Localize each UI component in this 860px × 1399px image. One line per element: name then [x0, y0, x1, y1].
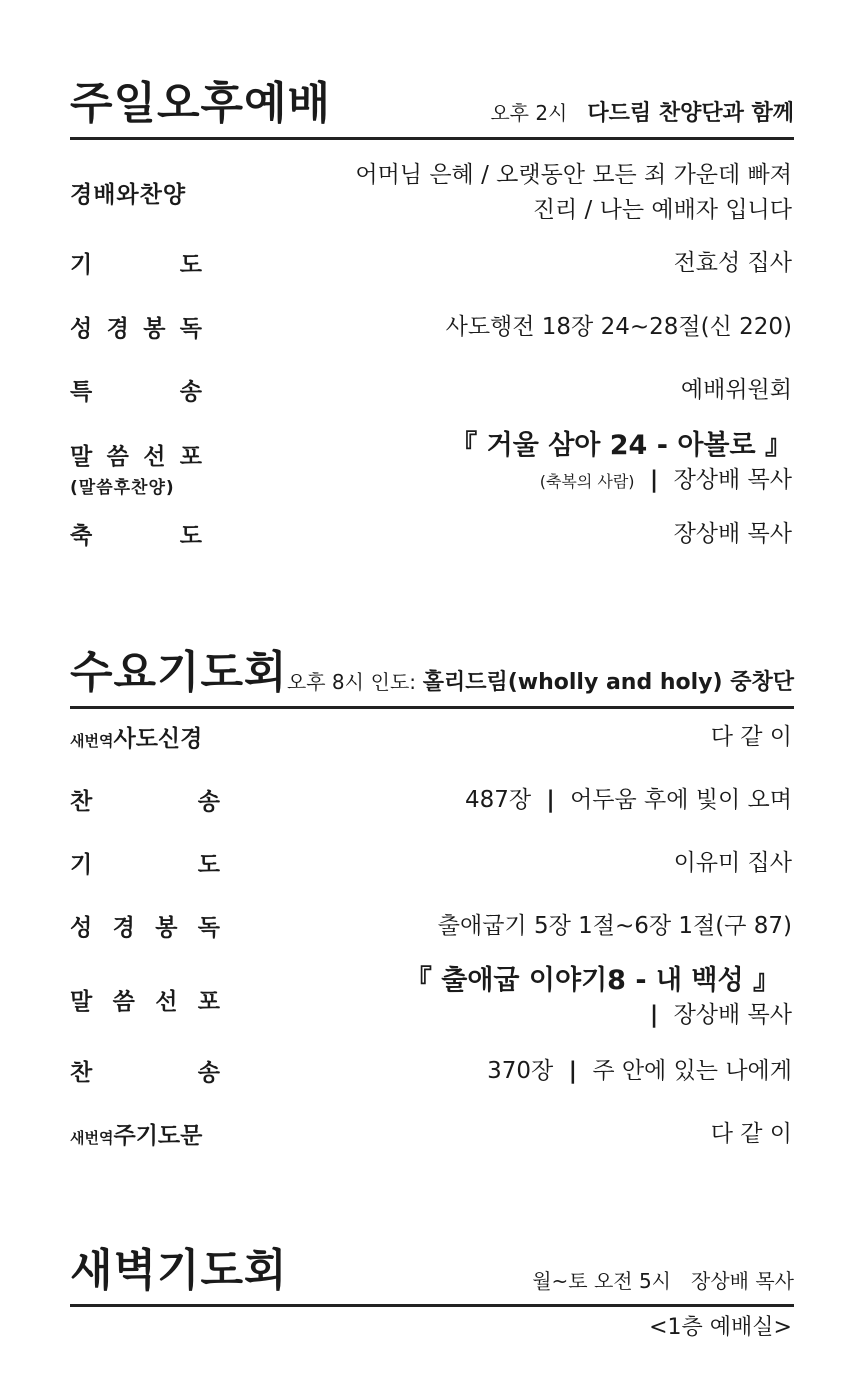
wednesday-sermon-value: [405, 963, 792, 1033]
label-char: 송: [197, 1060, 220, 1086]
dawn-section-subtitle: [532, 1265, 794, 1294]
label-char: 선: [143, 444, 166, 470]
sunday-special-value: 예배위원회: [680, 377, 792, 403]
divider-bar: |: [649, 467, 659, 493]
sunday-choir: 다드림 찬양단과 함께: [587, 101, 794, 126]
sunday-prayer-label: [70, 246, 202, 279]
wednesday-hymn1-number: 487장: [464, 787, 532, 813]
wednesday-creed-title: 사도신경: [113, 726, 203, 752]
wednesday-sermon-preacher: 장상배 목사: [673, 1002, 792, 1028]
wednesday-lords-prayer-label: [70, 1117, 202, 1150]
dawn-location-row: [70, 1310, 792, 1346]
sunday-blessing-label: [70, 517, 202, 550]
wednesday-creed-row: [70, 720, 792, 756]
label-char: 경: [112, 915, 135, 941]
wednesday-section-header: [70, 648, 794, 709]
wednesday-reading-label: [70, 909, 220, 942]
sunday-blessing-row: [70, 517, 792, 553]
wednesday-hymn2-number: 370장: [487, 1058, 554, 1084]
label-char: 성: [70, 316, 93, 342]
label-char: 특: [70, 379, 93, 405]
divider-bar: |: [546, 787, 555, 813]
wednesday-sermon-label: [70, 983, 220, 1016]
label-char: 씀: [112, 989, 135, 1015]
wednesday-prayer-label: [70, 846, 220, 879]
wednesday-sermon-row: [70, 963, 792, 1035]
label-char: 송: [197, 789, 220, 815]
sunday-prayer-row: [70, 246, 792, 282]
sunday-sermon-row: [70, 428, 792, 498]
wednesday-hymn2-row: [70, 1054, 792, 1090]
label-char: 독: [197, 915, 220, 941]
sunday-prayer-value: 전효성 집사: [673, 250, 792, 276]
label-char: 말: [70, 989, 93, 1015]
wednesday-hymn2-title: 주 안에 있는 나에게: [592, 1058, 792, 1084]
sunday-section-header: [70, 80, 794, 140]
wednesday-section-subtitle: [287, 665, 794, 696]
label-char: 독: [179, 316, 202, 342]
divider-bar: |: [568, 1058, 577, 1084]
label-char: 선: [155, 989, 178, 1015]
sunday-sermon-preacher: 장상배 목사: [673, 467, 792, 493]
sunday-sermon-value: [450, 428, 792, 499]
label-char: 씀: [106, 444, 129, 470]
sunday-worship-row: [70, 158, 792, 230]
dawn-schedule: 월~토 오전 5시: [532, 1269, 671, 1293]
wednesday-prayer-value: 이유미 집사: [673, 850, 792, 876]
label-char: 포: [179, 444, 202, 470]
label-char: 도: [197, 852, 220, 878]
wednesday-reading-value: 출애굽기 5장 1절~6장 1절(구 87): [437, 913, 792, 939]
wednesday-lords-prayer-title: 주기도문: [113, 1123, 203, 1149]
wednesday-choir: 홀리드림(wholly and holy) 중창단: [422, 670, 794, 695]
label-char: 봉: [155, 915, 178, 941]
sunday-worship-songs: [355, 158, 792, 228]
wednesday-lead: 인도:: [370, 670, 417, 694]
wednesday-lords-prayer-value: 다 같 이: [710, 1121, 792, 1147]
label-char: 기: [70, 252, 93, 278]
sunday-sermon-note: (말씀후찬양): [70, 478, 175, 498]
dawn-section-header: [70, 1246, 794, 1307]
sunday-sermon-label: [70, 438, 202, 498]
wednesday-sermon-title: 『 출애굽 이야기8 - 내 백성 』: [404, 965, 780, 996]
label-char: 기: [70, 852, 93, 878]
sunday-section-title: 주일오후예배: [70, 78, 332, 129]
wednesday-prayer-row: [70, 846, 792, 882]
label-char: 찬: [70, 1060, 93, 1086]
label-char: 말: [70, 444, 93, 470]
label-char: 도: [179, 523, 202, 549]
dawn-section-title: 새벽기도회: [70, 1245, 288, 1296]
sunday-special-row: [70, 373, 792, 409]
wednesday-hymn1-label: [70, 783, 220, 816]
sunday-section-subtitle: [490, 96, 794, 127]
wednesday-lords-prayer-row: [70, 1117, 792, 1153]
sunday-reading-value: 사도행전 18장 24~28절(신 220): [445, 314, 792, 340]
divider-bar: |: [649, 1002, 659, 1028]
sunday-worship-label: 경배와찬양: [70, 182, 187, 208]
sunday-sermon-title: 『 거울 삼아 24 - 아볼로 』: [450, 430, 792, 461]
dawn-location: <1층 예배실>: [649, 1315, 792, 1340]
sunday-special-label: [70, 373, 202, 406]
wednesday-hymn1-row: [70, 783, 792, 819]
wednesday-creed-prefix: 새번역: [70, 732, 114, 750]
label-char: 봉: [143, 316, 166, 342]
label-char: 송: [179, 379, 202, 405]
sunday-sermon-song: (축복의 사람): [539, 472, 635, 491]
label-char: 성: [70, 915, 93, 941]
label-char: 포: [197, 989, 220, 1015]
sunday-worship-line1: 어머님 은혜 / 오랫동안 모든 죄 가운데 빠져: [355, 162, 792, 188]
sunday-reading-label: [70, 310, 202, 343]
label-char: 도: [179, 252, 202, 278]
wednesday-creed-label: [70, 720, 202, 753]
wednesday-hymn2-label: [70, 1054, 220, 1087]
wednesday-section-title: 수요기도회: [70, 647, 288, 698]
dawn-leader: 장상배 목사: [691, 1269, 794, 1293]
sunday-reading-row: [70, 310, 792, 346]
label-char: 축: [70, 523, 93, 549]
sunday-worship-line2: 진리 / 나는 예배자 입니다: [532, 197, 792, 223]
wednesday-hymn1-value: [465, 783, 792, 818]
sunday-blessing-value: 장상배 목사: [673, 521, 792, 547]
label-char: 경: [106, 316, 129, 342]
wednesday-hymn1-title: 어두움 후에 빛이 오며: [570, 787, 792, 813]
label-char: 찬: [70, 789, 93, 815]
wednesday-reading-row: [70, 909, 792, 945]
wednesday-lords-prayer-prefix: 새번역: [70, 1129, 114, 1147]
wednesday-creed-value: 다 같 이: [710, 724, 792, 750]
wednesday-time: 오후 8시: [286, 670, 364, 694]
wednesday-hymn2-value: [487, 1054, 792, 1089]
sunday-time: 오후 2시: [490, 101, 568, 125]
